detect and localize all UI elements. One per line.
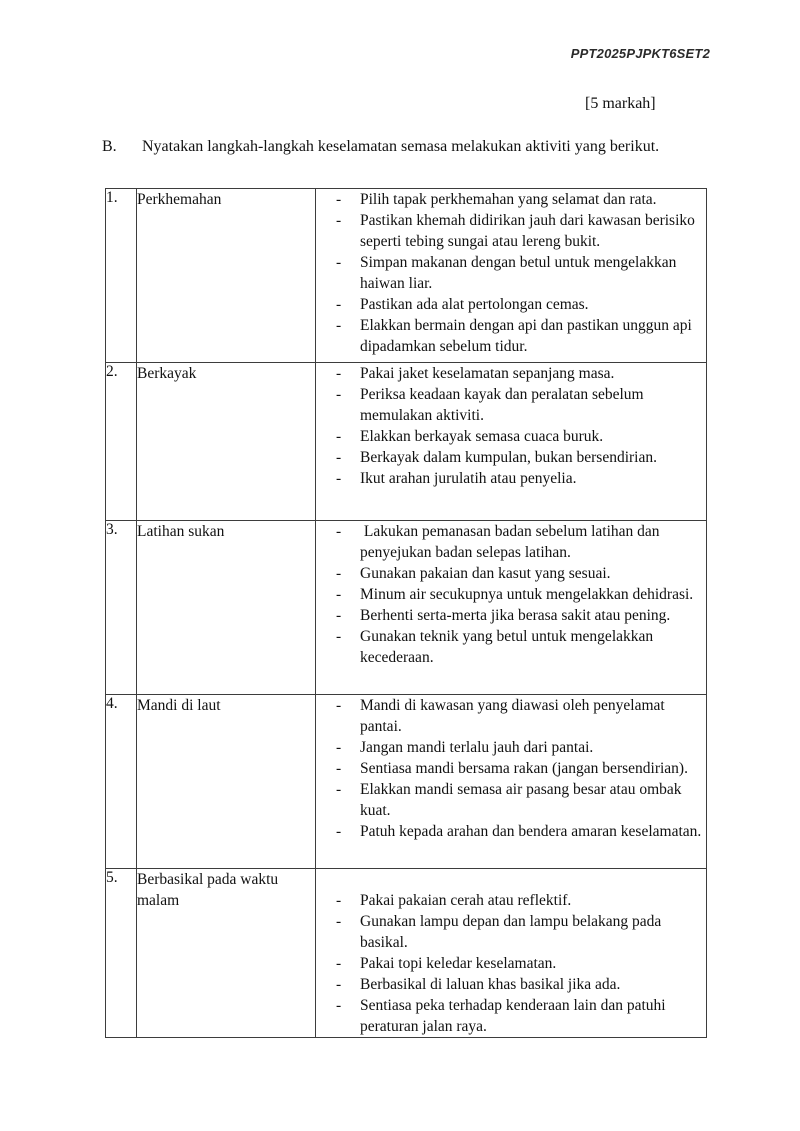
dash-marker: - — [336, 760, 342, 777]
table-row — [106, 695, 707, 869]
row-number-cell: 2. — [106, 363, 137, 521]
step-item — [316, 995, 706, 1037]
step-item — [316, 953, 706, 974]
dash-marker: - — [336, 697, 342, 714]
step-item — [316, 626, 706, 668]
step-item — [316, 779, 706, 821]
step-item — [316, 468, 706, 489]
dash-marker: - — [336, 955, 342, 972]
step-text: Gunakan pakaian dan kasut yang sesuai. — [360, 565, 611, 582]
step-item — [316, 974, 706, 995]
dash-marker: - — [336, 296, 342, 313]
step-text: Mandi di kawasan yang diawasi oleh penyelamat pantai. — [360, 697, 669, 735]
dash-marker: - — [336, 191, 342, 208]
dash-marker: - — [336, 212, 342, 229]
step-text: Gunakan lampu depan dan lampu belakang pada basikal. — [360, 913, 666, 951]
dash-marker: - — [336, 565, 342, 582]
table-row — [106, 189, 707, 363]
steps-cell — [316, 521, 707, 695]
step-text: Simpan makanan dengan betul untuk mengelakkan haiwan liar. — [360, 254, 681, 292]
dash-marker: - — [336, 428, 342, 445]
step-item — [316, 605, 706, 626]
dash-marker: - — [336, 470, 342, 487]
table-row — [106, 869, 707, 1038]
row-number-cell: 5. — [106, 869, 137, 1038]
table-row — [106, 521, 707, 695]
step-text: Berbasikal di laluan khas basikal jika ada. — [360, 976, 621, 993]
activity-cell: Berbasikal pada waktu malam — [137, 869, 316, 1038]
steps-cell — [316, 869, 707, 1038]
step-item — [316, 447, 706, 468]
step-text: Pakai topi keledar keselamatan. — [360, 955, 557, 972]
table-row — [106, 363, 707, 521]
activities-table — [105, 188, 707, 1038]
dash-marker: - — [336, 997, 342, 1014]
step-item — [316, 890, 706, 911]
step-text: Pilih tapak perkhemahan yang selamat dan rata. — [360, 191, 657, 208]
dash-marker: - — [336, 317, 342, 334]
step-text: Elakkan bermain dengan api dan pastikan unggun api dipadamkan sebelum tidur. — [360, 317, 696, 355]
activity-cell: Perkhemahan — [137, 189, 316, 363]
step-text: Pakai jaket keselamatan sepanjang masa. — [360, 365, 615, 382]
step-text: Gunakan teknik yang betul untuk mengelakkan kecederaan. — [360, 628, 658, 666]
dash-marker: - — [336, 781, 342, 798]
step-text: Lakukan pemanasan badan sebelum latihan dan penyejukan badan selepas latihan. — [360, 523, 664, 561]
dash-marker: - — [336, 739, 342, 756]
step-text: Patuh kepada arahan dan bendera amaran keselamatan. — [360, 823, 702, 840]
step-text: Minum air secukupnya untuk mengelakkan dehidrasi. — [360, 586, 694, 603]
step-text: Ikut arahan jurulatih atau penyelia. — [360, 470, 577, 487]
activity-cell: Mandi di laut — [137, 695, 316, 869]
step-text: Jangan mandi terlalu jauh dari pantai. — [360, 739, 594, 756]
dash-marker: - — [336, 823, 342, 840]
activity-cell: Berkayak — [137, 363, 316, 521]
dash-marker: - — [336, 254, 342, 271]
steps-list — [316, 695, 706, 842]
step-text: Elakkan mandi semasa air pasang besar atau ombak kuat. — [360, 781, 686, 819]
dash-marker: - — [336, 386, 342, 403]
dash-marker: - — [336, 365, 342, 382]
step-item — [316, 315, 706, 357]
step-text: Elakkan berkayak semasa cuaca buruk. — [360, 428, 604, 445]
row-number-cell: 3. — [106, 521, 137, 695]
step-item — [316, 737, 706, 758]
steps-list — [316, 189, 706, 357]
step-item — [316, 821, 706, 842]
row-number-cell: 1. — [106, 189, 137, 363]
step-text: Pakai pakaian cerah atau reflektif. — [360, 892, 572, 909]
dash-marker: - — [336, 607, 342, 624]
step-item — [316, 252, 706, 294]
question — [102, 138, 722, 156]
dash-marker: - — [336, 586, 342, 603]
marks-label: [5 markah] — [585, 95, 656, 112]
step-text: Berkayak dalam kumpulan, bukan bersendirian. — [360, 449, 657, 466]
steps-list — [316, 890, 706, 1037]
dash-marker: - — [336, 892, 342, 909]
steps-list — [316, 521, 706, 668]
step-item — [316, 911, 706, 953]
step-item — [316, 758, 706, 779]
question-text: Nyatakan langkah-langkah keselamatan semasa melakukan aktiviti yang berikut. — [142, 138, 660, 155]
steps-list — [316, 363, 706, 489]
step-item — [316, 426, 706, 447]
step-item — [316, 210, 706, 252]
dash-marker: - — [336, 628, 342, 645]
row-number-cell: 4. — [106, 695, 137, 869]
step-item — [316, 294, 706, 315]
steps-cell — [316, 695, 707, 869]
activity-cell: Latihan sukan — [137, 521, 316, 695]
header-code: PPT2025PJPKT6SET2 — [570, 46, 710, 61]
step-text: Berhenti serta-merta jika berasa sakit atau pening. — [360, 607, 671, 624]
step-text: Sentiasa mandi bersama rakan (jangan bersendirian). — [360, 760, 688, 777]
steps-cell — [316, 189, 707, 363]
dash-marker: - — [336, 976, 342, 993]
step-item — [316, 189, 706, 210]
question-label: B. — [102, 138, 117, 155]
step-item — [316, 521, 706, 563]
steps-cell — [316, 363, 707, 521]
dash-marker: - — [336, 449, 342, 466]
step-text: Periksa keadaan kayak dan peralatan sebelum memulakan aktiviti. — [360, 386, 648, 424]
step-item — [316, 563, 706, 584]
step-text: Sentiasa peka terhadap kenderaan lain dan patuhi peraturan jalan raya. — [360, 997, 670, 1035]
dash-marker: - — [336, 523, 342, 540]
step-text: Pastikan khemah didirikan jauh dari kawasan berisiko seperti tebing sungai atau lereng bukit. — [360, 212, 699, 250]
step-item — [316, 363, 706, 384]
step-item — [316, 695, 706, 737]
step-item — [316, 384, 706, 426]
step-text: Pastikan ada alat pertolongan cemas. — [360, 296, 589, 313]
dash-marker: - — [336, 913, 342, 930]
step-item — [316, 584, 706, 605]
